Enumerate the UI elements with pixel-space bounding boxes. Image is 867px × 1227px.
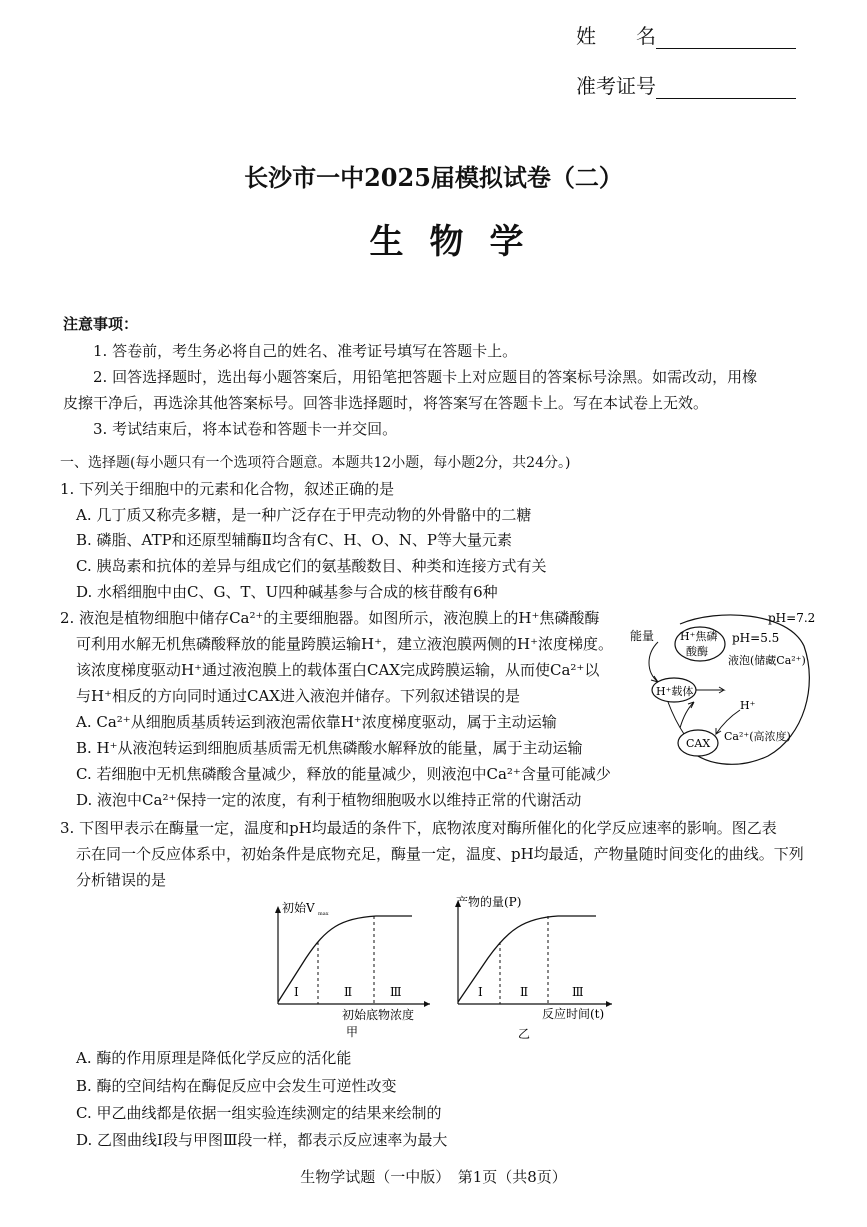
q1-option-b: B. 磷脂、ATP和还原型辅酶Ⅱ均含有C、H、O、N、P等大量元素 (76, 531, 512, 549)
chart-jia-segment-1: Ⅰ (294, 985, 299, 999)
pump-label-2: 酸酶 (686, 645, 708, 658)
vacuole-diagram (628, 606, 818, 770)
q2-stem-line-3: 该浓度梯度驱动H⁺通过液泡膜上的载体蛋白CAX完成跨膜运输，从而使Ca²⁺以 (76, 661, 600, 679)
chart-jia-xlabel: 初始底物浓度 (342, 1008, 415, 1022)
chart-jia (266, 898, 438, 1040)
name-label: 姓 名 (576, 24, 656, 48)
q2-stem-line-4: 与H⁺相反的方向同时通过CAX进入液泡并储存。下列叙述错误的是 (76, 687, 520, 705)
q3-stem-line-3: 分析错误的是 (76, 871, 167, 889)
carrier-label: H⁺载体 (656, 685, 694, 698)
section-heading: 一、选择题(每小题只有一个选项符合题意。本题共12小题，每小题2分，共24分。) (60, 455, 571, 471)
ph-outer-label: pH=7.2 (768, 611, 816, 625)
q3-option-b: B. 酶的空间结构在酶促反应中会发生可逆性改变 (76, 1077, 397, 1095)
q3-stem-line-2: 示在同一个反应体系中，初始条件是底物充足，酶量一定，温度、pH均最适，产物量随时间变化的曲线。下列 (76, 845, 804, 863)
chart-yi (448, 892, 620, 1044)
q2-option-c: C. 若细胞中无机焦磷酸含量减少，释放的能量减少，则液泡中Ca²⁺含量可能减少 (76, 765, 611, 783)
vacuole-label: 液泡(储藏Ca²⁺) (728, 654, 806, 667)
chart-jia-segment-3: Ⅲ (390, 985, 402, 999)
exam-id-input-line[interactable] (656, 76, 796, 99)
q2-stem-line-1: 2. 液泡是植物细胞中储存Ca²⁺的主要细胞器。如图所示，液泡膜上的H⁺焦磷酸酶 (60, 609, 600, 627)
page-footer: 生物学试题（一中版） 第1页（共8页） (300, 1168, 567, 1186)
exam-title: 长沙市一中2025届模拟试卷（二） (244, 163, 623, 192)
name-field (576, 20, 796, 49)
q1-option-d: D. 水稻细胞中由C、G、T、U四种碱基参与合成的核苷酸有6种 (76, 583, 498, 601)
energy-label: 能量 (630, 629, 655, 643)
chart-jia-ylabel: 初始V (282, 901, 315, 915)
ca-high-label: Ca²⁺(高浓度) (724, 730, 791, 743)
chart-yi-ylabel: 产物的量(P) (456, 895, 522, 909)
pump-label-1: H⁺焦磷 (680, 630, 718, 643)
chart-yi-segment-1: Ⅰ (478, 985, 483, 999)
chart-jia-ylabel-sub: max (318, 911, 329, 917)
q3-option-d: D. 乙图曲线Ⅰ段与甲图Ⅲ段一样，都表示反应速率为最大 (76, 1131, 448, 1149)
notice-item-2b: 皮擦干净后，再选涂其他答案标号。回答非选择题时，将答案写在答题卡上。写在本试卷上无效。 (63, 394, 709, 412)
q3-option-c: C. 甲乙曲线都是依据一组实验连续测定的结果来绘制的 (76, 1104, 442, 1122)
chart-yi-caption: 乙 (518, 1027, 531, 1041)
chart-jia-caption: 甲 (346, 1025, 359, 1039)
chart-yi-segment-2: Ⅱ (520, 985, 529, 999)
chart-yi-xlabel: 反应时间(t) (542, 1007, 605, 1021)
q1-stem: 1. 下列关于细胞中的元素和化合物，叙述正确的是 (60, 480, 395, 498)
chart-jia-segment-2: Ⅱ (344, 985, 353, 999)
notice-item-2a: 2. 回答选择题时，选出每小题答案后，用铅笔把答题卡上对应题目的答案标号涂黑。如需改动，用橡 (93, 368, 758, 386)
chart-yi-segment-3: Ⅲ (572, 985, 584, 999)
q3-option-a: A. 酶的作用原理是降低化学反应的活化能 (76, 1049, 352, 1067)
q1-option-a: A. 几丁质又称壳多糖，是一种广泛存在于甲壳动物的外骨骼中的二糖 (76, 506, 532, 524)
cax-label: CAX (686, 737, 711, 750)
hplus-label: H⁺ (740, 699, 756, 712)
name-input-line[interactable] (656, 26, 796, 49)
notice-item-1: 1. 答卷前，考生务必将自己的姓名、准考证号填写在答题卡上。 (93, 342, 518, 360)
q2-stem-line-2: 可利用水解无机焦磷酸释放的能量跨膜运输H⁺，建立液泡膜两侧的H⁺浓度梯度。 (76, 635, 614, 653)
notice-heading: 注意事项： (63, 315, 139, 333)
subject-title: 生物学 (369, 222, 550, 262)
exam-id-field (576, 70, 796, 99)
q2-option-b: B. H⁺从液泡转运到细胞质基质需无机焦磷酸水解释放的能量，属于主动运输 (76, 739, 583, 757)
q2-option-a: A. Ca²⁺从细胞质基质转运到液泡需依靠H⁺浓度梯度驱动，属于主动运输 (76, 713, 557, 731)
q3-stem-line-1: 3. 下图甲表示在酶量一定，温度和pH均最适的条件下，底物浓度对酶所催化的化学反应速率的影响。图乙表 (60, 819, 777, 837)
q1-option-c: C. 胰岛素和抗体的差异与组成它们的氨基酸数目、种类和连接方式有关 (76, 557, 547, 575)
ph-inner-label: pH=5.5 (732, 631, 780, 645)
q2-option-d: D. 液泡中Ca²⁺保持一定的浓度，有利于植物细胞吸水以维持正常的代谢活动 (76, 791, 582, 809)
notice-item-3: 3. 考试结束后，将本试卷和答题卡一并交回。 (93, 420, 398, 438)
exam-id-label: 准考证号 (576, 74, 656, 98)
